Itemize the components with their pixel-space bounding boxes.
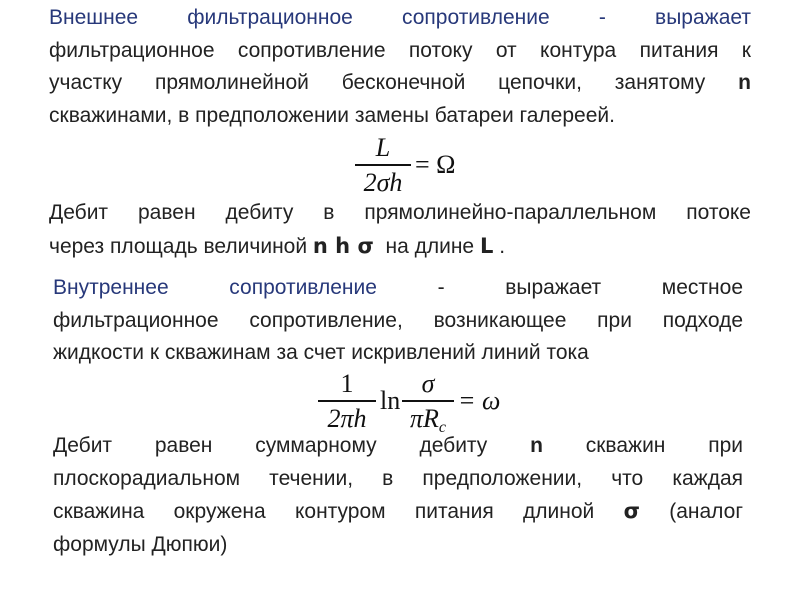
denominator: 2σh <box>363 168 403 197</box>
paragraph-line: скважинами, в предположении замены батареи галереей. <box>49 103 615 127</box>
fraction-2 <box>402 368 454 436</box>
paragraph-text: (аналог <box>669 500 743 523</box>
denominator-subscript: c <box>438 419 447 436</box>
paragraph-text: участку прямолинейной бесконечной цепочки, занятому <box>49 71 706 94</box>
numerator: 1 <box>340 369 354 398</box>
external-resistance-paragraph <box>49 2 751 132</box>
symbol-n: n <box>738 71 751 94</box>
paragraph-text: Дебит равен суммарному дебиту <box>53 434 488 457</box>
term-external-resistance: Внешнее фильтрационное сопротивление <box>49 6 550 29</box>
fraction-bar <box>318 400 376 402</box>
denominator-base: πR <box>409 404 439 433</box>
paragraph-line: фильтрационное сопротивление потоку от контура питания к <box>49 38 751 62</box>
debit-parallel-paragraph <box>49 197 751 263</box>
fraction-bar <box>402 400 454 402</box>
paragraph-line: формулы Дюпюи) <box>53 532 228 556</box>
internal-resistance-paragraph <box>53 272 743 370</box>
symbol-sigma: σ <box>623 499 640 523</box>
paragraph-line <box>49 2 751 35</box>
paragraph-text: на длине <box>385 234 475 258</box>
numerator: L <box>375 133 391 162</box>
denominator: 2πh <box>327 404 367 433</box>
rhs-text: = ω <box>458 386 501 415</box>
paragraph-line: фильтрационное сопротивление, возникающее при подходе <box>53 308 743 332</box>
paragraph-text: через площадь величиной <box>49 234 308 258</box>
paragraph-line <box>53 430 743 463</box>
fraction-bar <box>355 164 411 166</box>
paragraph-line <box>49 67 751 100</box>
paragraph-line: плоскорадиальном течении, в предположении, что каждая <box>53 466 743 490</box>
paragraph-text: скважина окружена контуром питания длиной <box>53 500 595 523</box>
equals-omega <box>458 388 500 414</box>
ln-operator: ln <box>380 386 401 415</box>
paragraph-line: Дебит равен дебиту в прямолинейно-параллельном потоке <box>49 201 751 224</box>
paragraph-text: - выражает <box>598 6 751 29</box>
paragraph-text: . <box>499 234 506 258</box>
formula-external-resistance <box>355 132 475 196</box>
paragraph-line <box>49 230 751 264</box>
formula-internal-resistance <box>318 368 518 436</box>
numerator: σ <box>421 369 435 398</box>
term-internal-resistance: Внутреннее сопротивление <box>53 276 377 299</box>
paragraph-text: скважин при <box>585 434 743 457</box>
symbol-nhsigma: n h σ <box>312 233 374 258</box>
fraction-1 <box>318 368 376 432</box>
fraction <box>355 132 411 196</box>
symbol-L: L <box>479 233 494 258</box>
paragraph-line <box>53 272 743 305</box>
paragraph-line: жидкости к скважинам за счет искривлений линий тока <box>53 341 589 364</box>
paragraph-line <box>53 495 743 529</box>
equals-omega: = Ω <box>415 150 456 179</box>
symbol-n: n <box>530 434 543 457</box>
debit-radial-paragraph <box>53 430 743 561</box>
paragraph-text: - выражает местное <box>437 276 743 299</box>
